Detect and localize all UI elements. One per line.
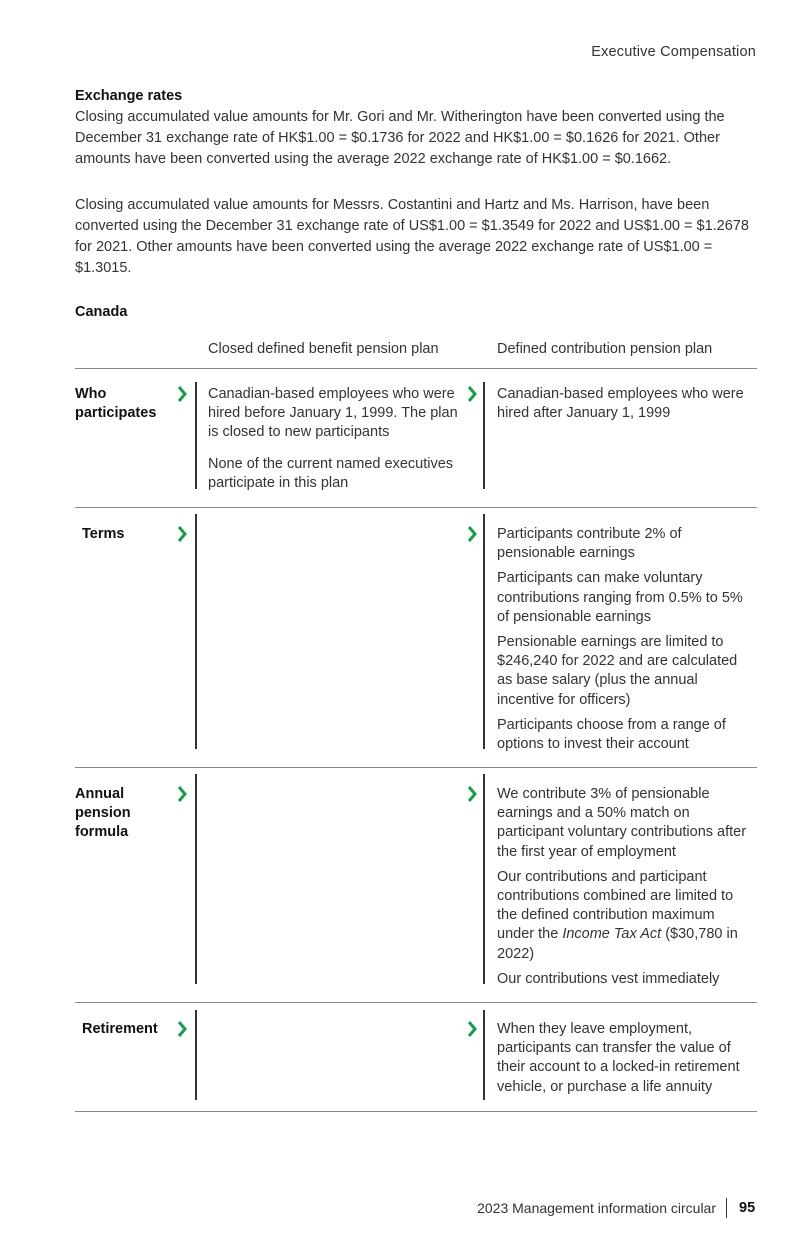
cell-dc-retirement [497, 1020, 755, 1103]
cell-text: Participants can make voluntary contributions ranging from 0.5% to 5% of pensionable earnings [497, 570, 743, 625]
footer-separator [726, 1198, 727, 1218]
chevron-right-icon [467, 1021, 477, 1037]
cell-dc-annual-pension-formula [497, 785, 755, 995]
cell-text: We contribute 3% of pensionable earnings and a 50% match on participant voluntary contributions after the first year of employment [497, 786, 747, 860]
column-divider [195, 382, 197, 489]
cell-text: When they leave employment, participants can transfer the value of their account to a locked-in retirement vehicle, or purchase a life annuity [497, 1021, 740, 1095]
cell-text: Canadian-based employees who were hired before January 1, 1999. The plan is closed to new participants [208, 386, 458, 441]
chevron-right-icon [467, 786, 477, 802]
chevron-right-icon [177, 386, 187, 402]
cell-dc-terms [497, 525, 755, 760]
cell-text-income-tax-act: Our contributions and participant contributions combined are limited to the defined contribution maximum under the Income Tax Act ($30,780 in 2022) [497, 868, 738, 962]
row-label-annual-pension-formula: Annual pension formula [75, 786, 131, 840]
chevron-right-icon [467, 526, 477, 542]
footer-publication-title: 2023 Management information circular [477, 1200, 716, 1216]
cell-text: Canadian-based employees who were hired after January 1, 1999 [497, 386, 744, 422]
column-header-dc: Defined contribution pension plan [497, 341, 713, 357]
chevron-right-icon [177, 786, 187, 802]
column-divider [195, 1010, 197, 1100]
cell-text: Participants contribute 2% of pensionable earnings [497, 526, 682, 562]
chevron-right-icon [177, 526, 187, 542]
column-header-db: Closed defined benefit pension plan [208, 341, 439, 357]
table-rule [75, 507, 757, 508]
column-divider [195, 774, 197, 984]
table-rule [75, 1111, 757, 1112]
exchange-rates-paragraph-2: Closing accumulated value amounts for Messrs. Costantini and Hartz and Ms. Harrison, have been converted using the December 31 exchange rate of US$1.00 = $1.3549 for 2022 and US$1.00 = $1.2678 for 2021. Other amounts have been converted using the average 2022 exchange rate of US$1.00 = $1.3015. [75, 197, 749, 276]
row-label-terms: Terms [82, 526, 125, 542]
cell-dc-who-participates [497, 385, 755, 429]
column-divider [483, 514, 485, 749]
cell-text: None of the current named executives participate in this plan [208, 455, 454, 491]
canada-heading: Canada [75, 304, 128, 320]
column-divider [483, 774, 485, 984]
column-divider [195, 514, 197, 749]
chevron-right-icon [467, 386, 477, 402]
column-divider [483, 1010, 485, 1100]
table-rule [75, 368, 757, 369]
table-rule [75, 1002, 757, 1003]
running-header: Executive Compensation [591, 44, 756, 60]
cell-text: Our contributions vest immediately [497, 970, 720, 987]
cell-db-who-participates [208, 385, 466, 499]
row-label-who-participates: Who participates [75, 386, 157, 421]
exchange-rates-paragraph-1: Closing accumulated value amounts for Mr. Gori and Mr. Witherington have been converted using the December 31 exchange rate of HK$1.00 = $0.1736 for 2022 and HK$1.00 = $0.1626 for 2021. Other amounts have been converted using the average 2022 exchange rate of HK$1.00 = $0.1662. [75, 109, 725, 167]
row-label-retirement: Retirement [82, 1021, 158, 1037]
table-rule [75, 767, 757, 768]
cell-text: Participants choose from a range of options to invest their account [497, 716, 726, 753]
cell-text: Pensionable earnings are limited to $246,240 for 2022 and are calculated as base salary (plus the annual incentive for officers) [497, 634, 738, 708]
exchange-rates-heading: Exchange rates [75, 88, 183, 104]
page-number: 95 [739, 1200, 756, 1216]
column-divider [483, 382, 485, 489]
chevron-right-icon [177, 1021, 187, 1037]
